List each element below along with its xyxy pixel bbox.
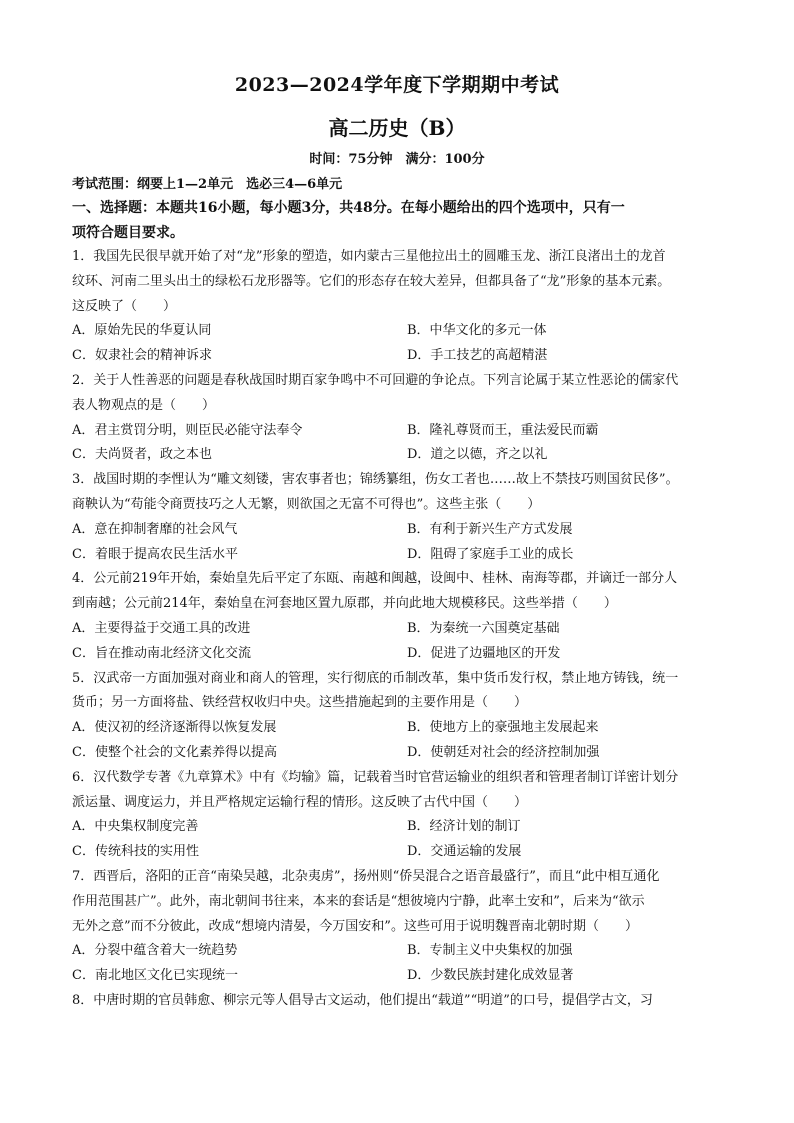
answer-option: C．传统科技的实用性 (72, 844, 199, 860)
question-stem-line: 货币；另一方面将盐、铁经营权收归中央。这些措施起到的主要作用是（ ） (72, 695, 528, 711)
question-stem-line: 7．西晋后，洛阳的正音“南染吴越，北杂夷虏”，扬州则“侨吴混合之语音最盛行”，而且“此中相互通化 (72, 868, 660, 884)
question-item (72, 567, 727, 666)
question-stem-line: 8．中唐时期的官员韩愈、柳宗元等人倡导古文运动，他们提出“载道”“明道”的口号，提倡学古文，习 (72, 992, 653, 1008)
question-stem-line: 到南越；公元前214年，秦始皇在河套地区置九原郡，并向此地大规模移民。这些举措（ ） (72, 596, 617, 612)
section-heading-line: 一、选择题：本题共16小题，每小题3分，共48分。在每小题给出的四个选项中，只有一 (72, 200, 625, 216)
answer-option: A．意在抑制奢靡的社会风气 (72, 521, 238, 537)
option-row (72, 419, 727, 444)
option-row (72, 716, 727, 741)
question-stem-line: 3．战国时期的李悝认为“雕文刻镂，害农事者也；锦绣纂组，伤女工者也……故上不禁技巧则国贫民侈”。 (72, 472, 679, 488)
answer-option: C．南北地区文化已实现统一 (72, 968, 238, 984)
exam-scope: 考试范围：纲要上1—2单元 选必三4—6单元 (72, 177, 343, 192)
answer-option: D．交通运输的发展 (407, 844, 522, 860)
answer-option: C．旨在推动南北经济文化交流 (72, 645, 251, 661)
answer-option: C．着眼于提高农民生活水平 (72, 546, 238, 562)
section-heading (72, 196, 727, 246)
answer-option: A．中央集权制度完善 (72, 819, 199, 835)
answer-option: C．夫尚贤者，政之本也 (72, 447, 212, 463)
option-row (72, 319, 727, 344)
answer-option: A．君主赏罚分明，则臣民必能守法奉令 (72, 422, 303, 438)
question-stem-line: 2．关于人性善恶的问题是春秋战国时期百家争鸣中不可回避的争论点。下列言论属于某立性恶论的儒家代 (72, 372, 679, 388)
answer-option: A．主要得益于交通工具的改进 (72, 620, 251, 636)
question-stem-line: 这反映了（ ） (72, 298, 177, 314)
option-row (72, 840, 727, 865)
answer-option: D．促进了边疆地区的开发 (407, 645, 561, 661)
option-row (72, 642, 727, 667)
question-stem-line: 无外之意”而不分彼此，改成“想境内清晏，今万国安和”。这些可用于说明魏晋南北朝时期（ ） (72, 918, 638, 934)
answer-option: A．使汉初的经济逐渐得以恢复发展 (72, 720, 277, 736)
question-stem-line: 6．汉代数学专著《九章算术》中有《均输》篇，记载着当时官营运输业的组织者和管理者制订详密计划分 (72, 769, 679, 785)
answer-option: D．道之以德，齐之以礼 (407, 447, 548, 463)
answer-option: B．为秦统一六国奠定基础 (407, 620, 560, 636)
exam-subtitle: 高二历史（B） (328, 116, 466, 140)
question-list (72, 245, 727, 1014)
answer-option: C．奴隶社会的精神诉求 (72, 348, 212, 364)
question-stem-line: 作用范围甚广”。此外，南北朝间书往来，本来的套话是“想彼境内宁静，此率土安和”，后来为“欲示 (72, 893, 645, 909)
question-stem-line: 派运量、调度运力，并且严格规定运输行程的情形。这反映了古代中国（ ） (72, 794, 528, 810)
exam-time-score: 时间：75分钟 满分：100分 (309, 152, 485, 167)
question-stem-line: 4．公元前219年开始，秦始皇先后平定了东瓯、南越和闽越，设闽中、桂林、南海等郡，并谪迁一部分人 (72, 571, 678, 587)
option-row (72, 443, 727, 468)
answer-option: B．隆礼尊贤而王，重法爱民而霸 (407, 422, 599, 438)
exam-title: 2023—2024学年度下学期期中考试 (234, 74, 560, 96)
answer-option: D．使朝廷对社会的经济控制加强 (407, 744, 600, 760)
question-stem-line: 商鞅认为“苟能令商贾技巧之人无繁，则欲国之无富不可得也”。这些主张（ ） (72, 496, 541, 512)
question-stem-line: 1．我国先民很早就开始了对“龙”形象的塑造，如内蒙古三星他拉出土的圆雕玉龙、浙江良渚出土的龙首 (72, 249, 666, 264)
option-row (72, 617, 727, 642)
question-stem-line: 表人物观点的是（ ） (72, 397, 216, 413)
option-row (72, 741, 727, 766)
question-stem-line: 5．汉武帝一方面加强对商业和商人的管理，实行彻底的币制改革，集中货币发行权，禁止地方铸钱，统一 (72, 670, 679, 686)
question-item (72, 369, 727, 468)
answer-option: B．经济计划的制订 (407, 819, 521, 835)
answer-option: A．原始先民的华夏认同 (72, 323, 212, 339)
option-row (72, 815, 727, 840)
option-row (72, 964, 727, 989)
answer-option: D．手工技艺的高超精湛 (407, 348, 548, 364)
answer-option: A．分裂中蕴含着大一统趋势 (72, 943, 238, 959)
question-item (72, 468, 727, 567)
answer-option: D．少数民族封建化成效显著 (407, 968, 574, 984)
answer-option: B．中华文化的多元一体 (407, 323, 547, 339)
option-row (72, 543, 727, 568)
option-row (72, 939, 727, 964)
question-item (72, 865, 727, 989)
answer-option: B．有利于新兴生产方式发展 (407, 521, 573, 537)
question-stem-line: 纹环、河南二里头出土的绿松石龙形器等。它们的形态存在较大差异，但都具备了“龙”形象的基本元素。 (72, 273, 671, 289)
question-item (72, 766, 727, 865)
question-item (72, 245, 727, 369)
answer-option: C．使整个社会的文化素养得以提高 (72, 744, 277, 760)
answer-option: B．专制主义中央集权的加强 (407, 943, 573, 959)
answer-option: D．阻碍了家庭手工业的成长 (407, 546, 574, 562)
answer-option: B．使地方上的豪强地主发展起来 (407, 720, 599, 736)
option-row (72, 518, 727, 543)
question-item (72, 989, 727, 1014)
question-item (72, 667, 727, 766)
option-row (72, 344, 727, 369)
section-heading-line: 项符合题目要求。 (72, 225, 184, 241)
